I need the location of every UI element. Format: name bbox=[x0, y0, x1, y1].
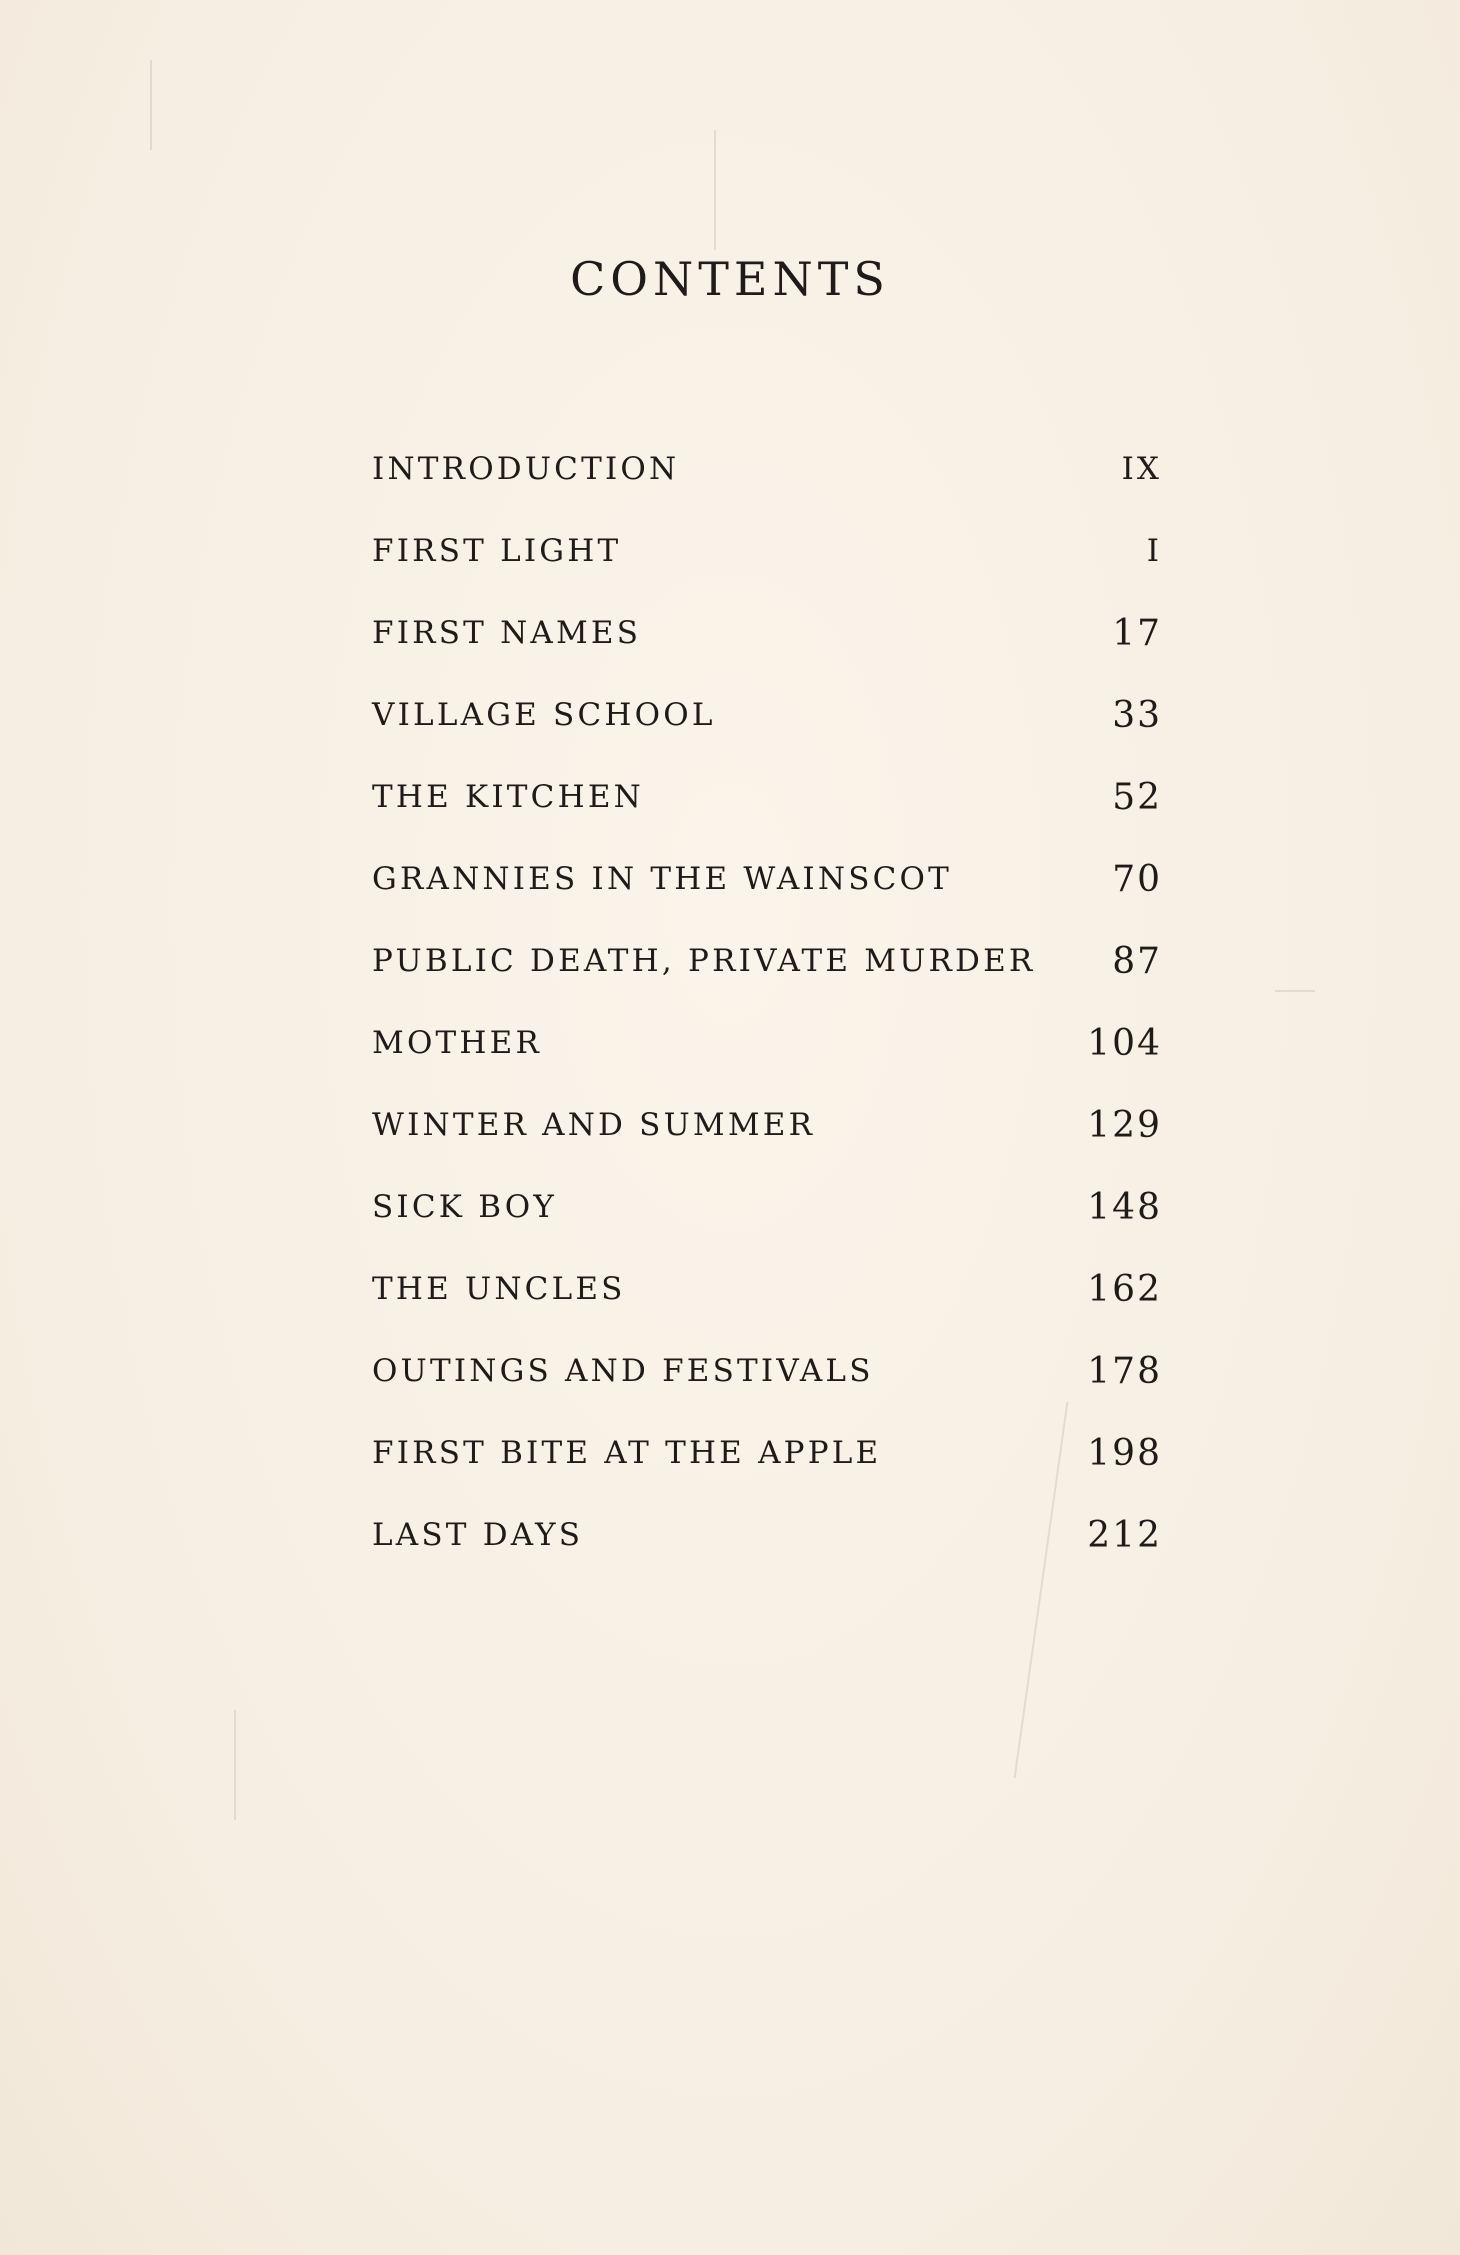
toc-entry-page: 17 bbox=[1112, 612, 1162, 654]
toc-entry-page: IX bbox=[1121, 451, 1162, 487]
toc-entry bbox=[372, 1494, 1162, 1576]
toc-entry-title: LAST DAYS bbox=[372, 1517, 584, 1553]
toc-entry-page: 70 bbox=[1112, 858, 1162, 900]
paper-scratch bbox=[150, 60, 152, 150]
toc-entry bbox=[372, 510, 1162, 592]
toc-entry-title: OUTINGS AND FESTIVALS bbox=[372, 1353, 874, 1389]
toc-entry-page: I bbox=[1146, 533, 1162, 569]
page-title: CONTENTS bbox=[570, 252, 890, 306]
toc-entry-page: 129 bbox=[1087, 1104, 1162, 1146]
toc-entry-page: 148 bbox=[1087, 1186, 1162, 1228]
toc-entry-title: WINTER AND SUMMER bbox=[372, 1107, 816, 1143]
toc-entry-title: GRANNIES IN THE WAINSCOT bbox=[372, 861, 953, 897]
toc-entry-title: INTRODUCTION bbox=[372, 451, 680, 487]
toc-entry-page: 52 bbox=[1112, 776, 1162, 818]
toc-entry bbox=[372, 1330, 1162, 1412]
toc-entry-title: FIRST BITE AT THE APPLE bbox=[372, 1435, 882, 1471]
toc-entry-title: PUBLIC DEATH, PRIVATE MURDER bbox=[372, 943, 1036, 979]
toc-entry-page: 178 bbox=[1087, 1350, 1162, 1392]
toc-entry bbox=[372, 920, 1162, 1002]
toc-entry-page: 104 bbox=[1087, 1022, 1162, 1064]
toc-entry-page: 212 bbox=[1087, 1514, 1162, 1556]
toc-entry-title: VILLAGE SCHOOL bbox=[372, 697, 716, 733]
toc-entry bbox=[372, 1166, 1162, 1248]
toc-entry-title: FIRST LIGHT bbox=[372, 533, 622, 569]
toc-entry bbox=[372, 1248, 1162, 1330]
toc-entry-page: 162 bbox=[1087, 1268, 1162, 1310]
toc-entry-page: 33 bbox=[1112, 694, 1162, 736]
table-of-contents bbox=[372, 428, 1162, 1576]
toc-entry bbox=[372, 674, 1162, 756]
toc-entry bbox=[372, 1084, 1162, 1166]
paper-scratch bbox=[714, 130, 716, 250]
toc-entry-page: 198 bbox=[1087, 1432, 1162, 1474]
toc-entry bbox=[372, 1002, 1162, 1084]
toc-entry-title: THE KITCHEN bbox=[372, 779, 644, 815]
toc-entry-title: FIRST NAMES bbox=[372, 615, 642, 651]
toc-entry bbox=[372, 838, 1162, 920]
toc-entry-title: THE UNCLES bbox=[372, 1271, 626, 1307]
toc-entry bbox=[372, 1412, 1162, 1494]
paper-scratch bbox=[234, 1710, 236, 1820]
toc-entry-title: SICK BOY bbox=[372, 1189, 558, 1225]
toc-entry-title: MOTHER bbox=[372, 1025, 543, 1061]
toc-entry bbox=[372, 756, 1162, 838]
paper-scratch bbox=[1275, 990, 1315, 992]
toc-entry bbox=[372, 592, 1162, 674]
toc-entry bbox=[372, 428, 1162, 510]
toc-entry-page: 87 bbox=[1112, 940, 1162, 982]
